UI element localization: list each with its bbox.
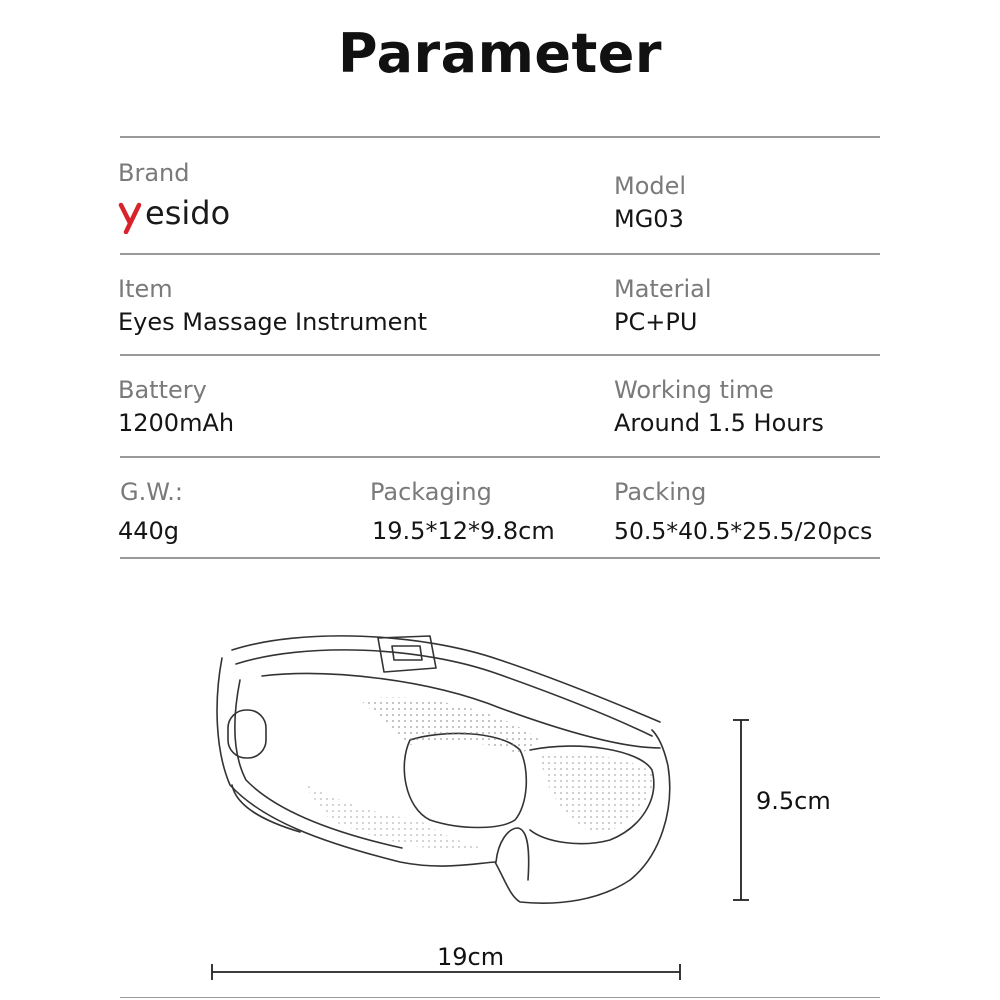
brand-label: Brand [118, 159, 190, 187]
divider [120, 456, 880, 458]
packing-label: Packing [614, 478, 707, 506]
gw-label: G.W.: [120, 478, 183, 506]
divider [120, 997, 880, 998]
divider [120, 253, 880, 255]
yesido-logo-icon [118, 194, 278, 234]
packing-value: 50.5*40.5*25.5/20pcs [614, 517, 873, 545]
material-value: PC+PU [614, 308, 698, 336]
page-title: Parameter [337, 22, 663, 85]
item-value: Eyes Massage Instrument [118, 308, 428, 336]
divider [120, 557, 880, 559]
height-dimension-label: 9.5cm [756, 787, 831, 815]
model-label: Model [614, 172, 687, 200]
working-time-label: Working time [614, 376, 774, 404]
divider [120, 136, 880, 138]
model-value: MG03 [614, 205, 684, 233]
material-label: Material [614, 275, 712, 303]
eye-massager-drawing [0, 580, 1000, 1000]
divider [120, 354, 880, 356]
brand-logo [118, 194, 278, 234]
svg-text:esido: esido [145, 194, 231, 232]
battery-value: 1200mAh [118, 409, 235, 437]
width-dimension-label: 19cm [437, 943, 505, 971]
item-label: Item [118, 275, 173, 303]
battery-label: Battery [118, 376, 207, 404]
gw-value: 440g [118, 517, 180, 545]
packaging-value: 19.5*12*9.8cm [372, 517, 555, 545]
working-time-value: Around 1.5 Hours [614, 409, 824, 437]
packaging-label: Packaging [370, 478, 492, 506]
